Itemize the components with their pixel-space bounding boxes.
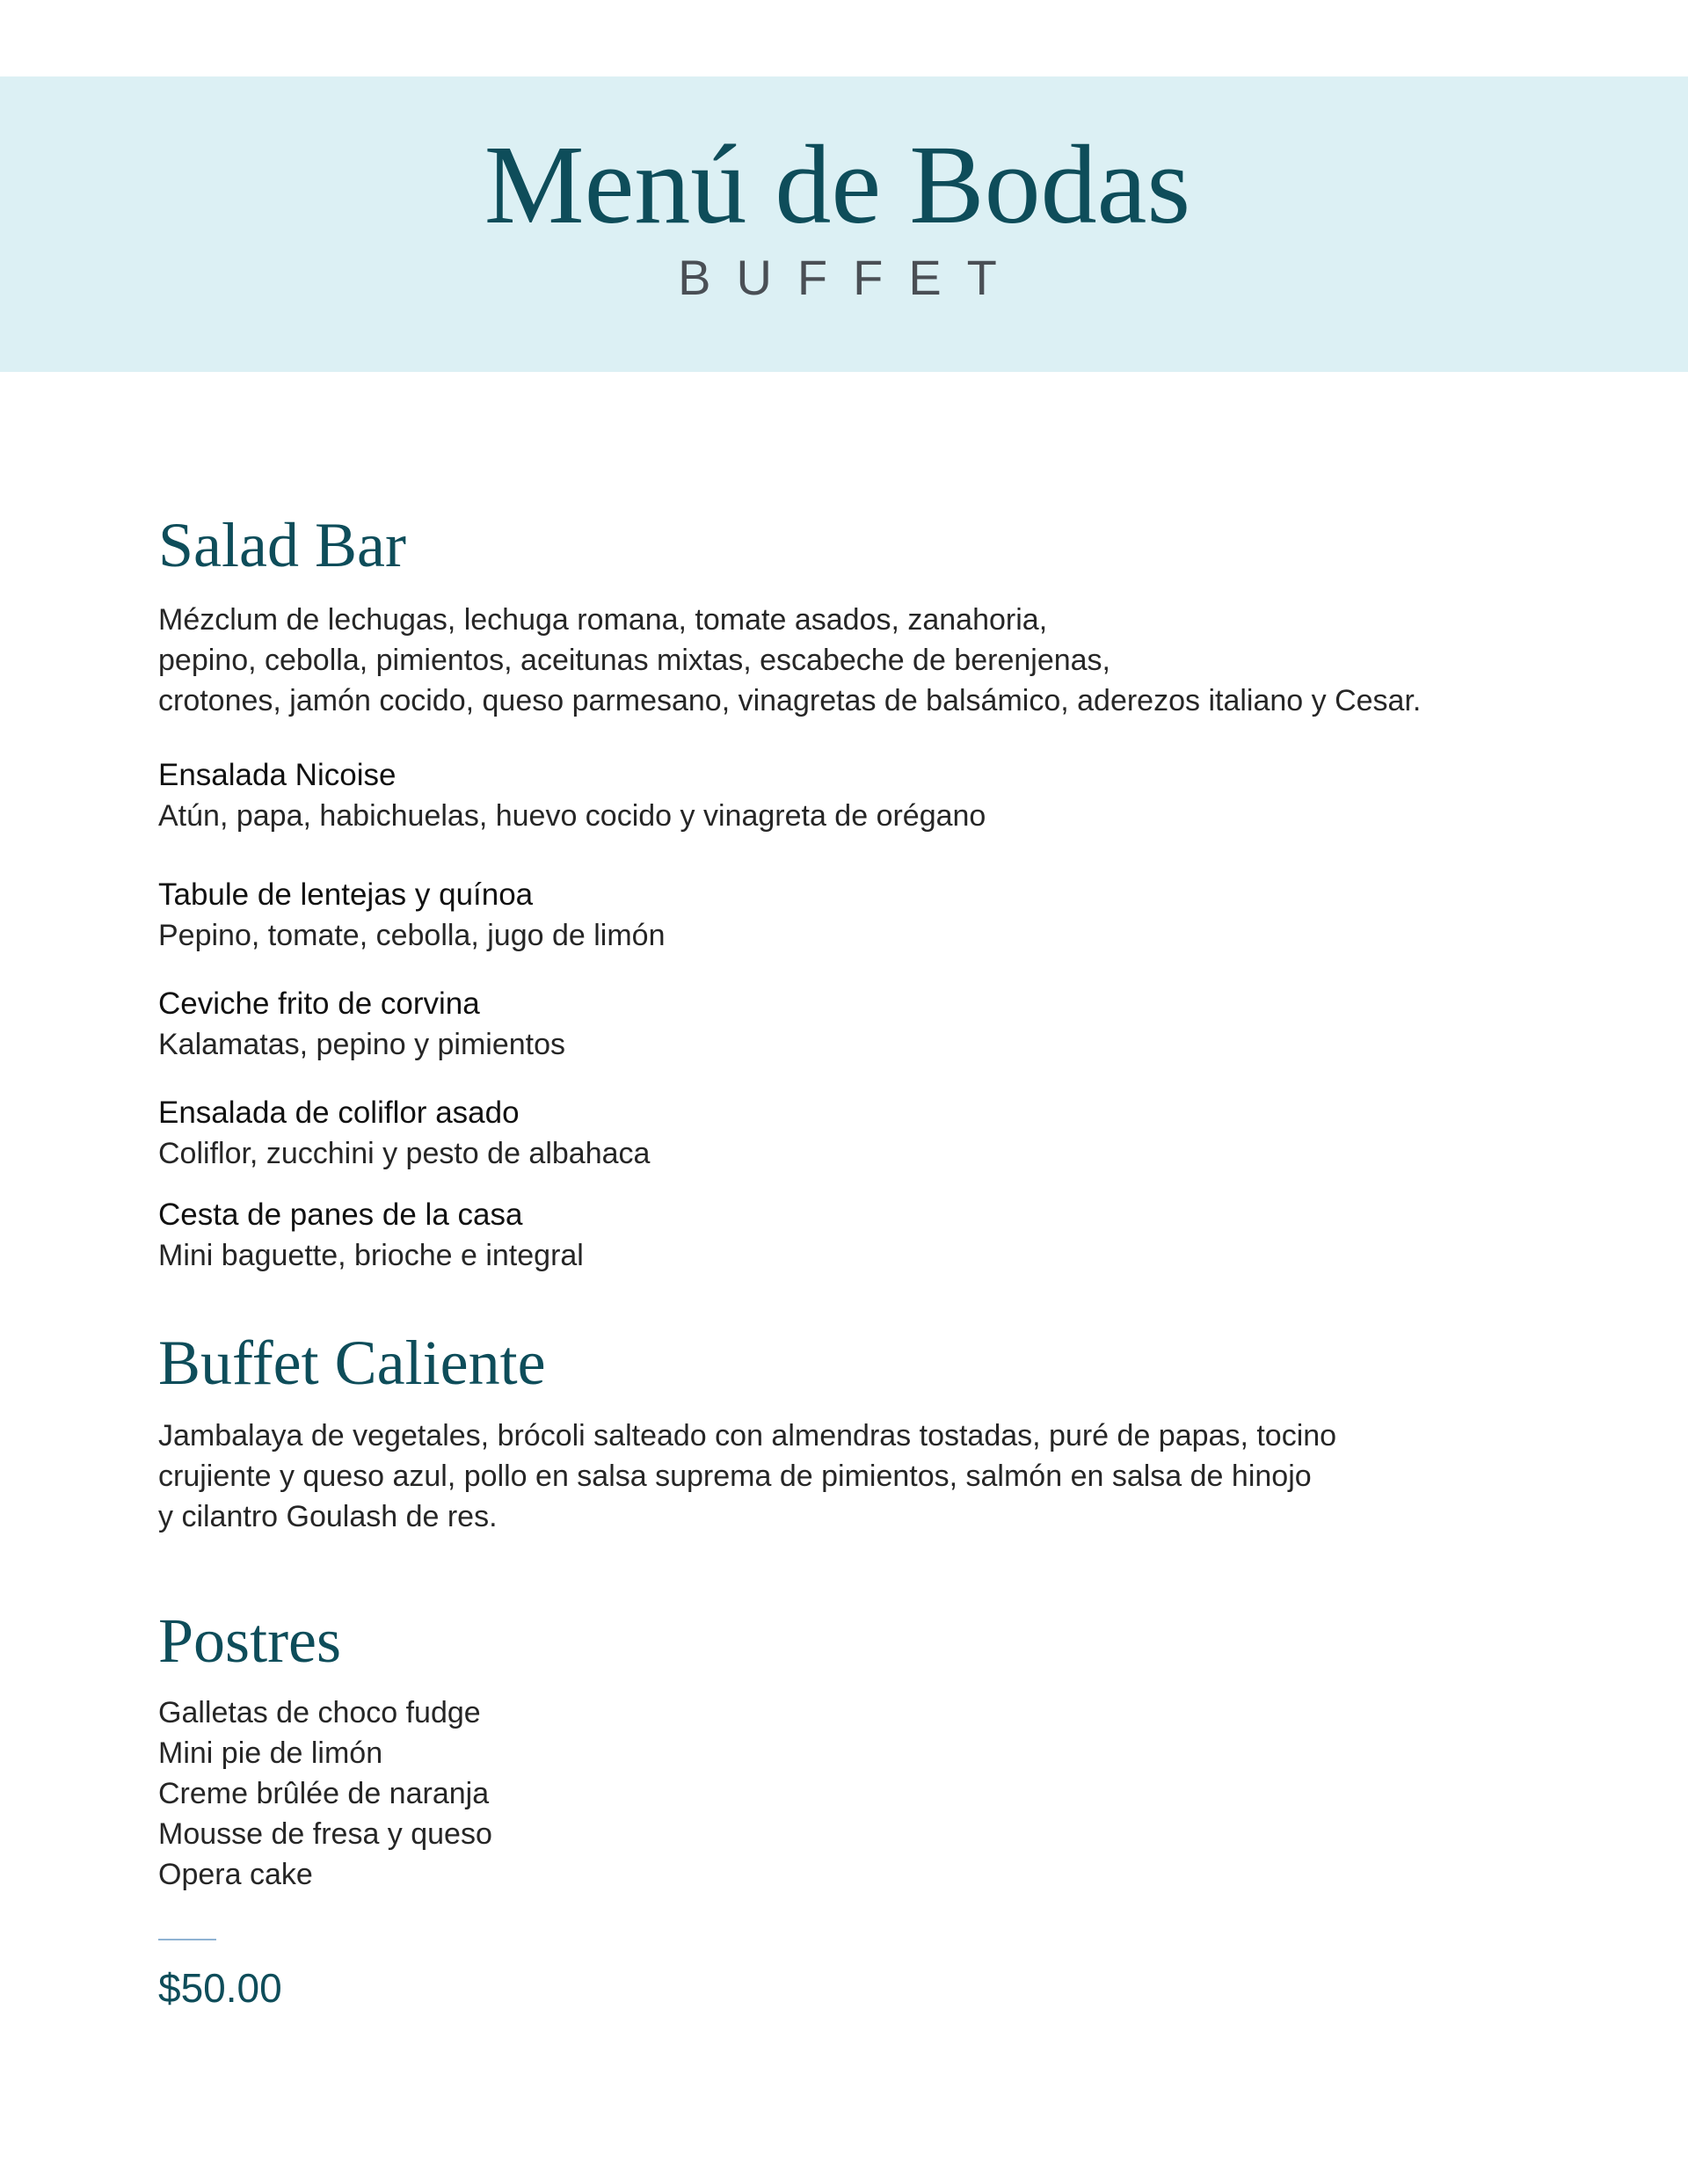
menu-item-name: Ensalada de coliflor asado <box>158 1096 520 1130</box>
menu-item-description: Kalamatas, pepino y pimientos <box>158 1028 566 1061</box>
salad-bar-description-line: crotones, jamón cocido, queso parmesano, vinagretas de balsámico, aderezos italiano y Cesar. <box>158 684 1422 717</box>
menu-item-name: Ensalada Nicoise <box>158 758 397 792</box>
section-title-buffet-caliente: Buffet Caliente <box>158 1328 546 1398</box>
buffet-caliente-description-line: crujiente y queso azul, pollo en salsa suprema de pimientos, salmón en salsa de hinojo <box>158 1460 1312 1493</box>
menu-item-description: Coliflor, zucchini y pesto de albahaca <box>158 1137 651 1170</box>
dessert-item: Opera cake <box>158 1858 313 1891</box>
salad-bar-description-line: pepino, cebolla, pimientos, aceitunas mixtas, escabeche de berenjenas, <box>158 644 1111 677</box>
menu-item-name: Ceviche frito de corvina <box>158 986 480 1021</box>
menu-item-name: Tabule de lentejas y quínoa <box>158 877 534 912</box>
menu-item-name: Cesta de panes de la casa <box>158 1198 523 1232</box>
buffet-caliente-description-line: Jambalaya de vegetales, brócoli salteado con almendras tostadas, puré de papas, tocino <box>158 1419 1337 1452</box>
section-title-postres: Postres <box>158 1605 342 1676</box>
salad-bar-description-line: Mézclum de lechugas, lechuga romana, tomate asados, zanahoria, <box>158 603 1048 637</box>
menu-item-description: Atún, papa, habichuelas, huevo cocido y vinagreta de orégano <box>158 799 986 833</box>
buffet-caliente-description <box>158 1416 1336 1537</box>
dessert-item: Mousse de fresa y queso <box>158 1817 492 1851</box>
postres-list <box>158 1693 492 1895</box>
page-title: Menú de Bodas <box>484 122 1191 247</box>
menu-item-description: Pepino, tomate, cebolla, jugo de limón <box>158 919 666 952</box>
price-divider <box>158 1939 216 1940</box>
section-title-salad-bar: Salad Bar <box>158 510 406 580</box>
price: $50.00 <box>158 1965 282 2011</box>
menu-item-description: Mini baguette, brioche e integral <box>158 1239 584 1272</box>
dessert-item: Mini pie de limón <box>158 1736 383 1770</box>
dessert-item: Galletas de choco fudge <box>158 1696 481 1729</box>
page-subtitle: BUFFET <box>678 250 1022 305</box>
buffet-caliente-description-line: y cilantro Goulash de res. <box>158 1500 498 1533</box>
dessert-item: Creme brûlée de naranja <box>158 1777 490 1810</box>
salad-bar-description <box>158 600 1421 721</box>
